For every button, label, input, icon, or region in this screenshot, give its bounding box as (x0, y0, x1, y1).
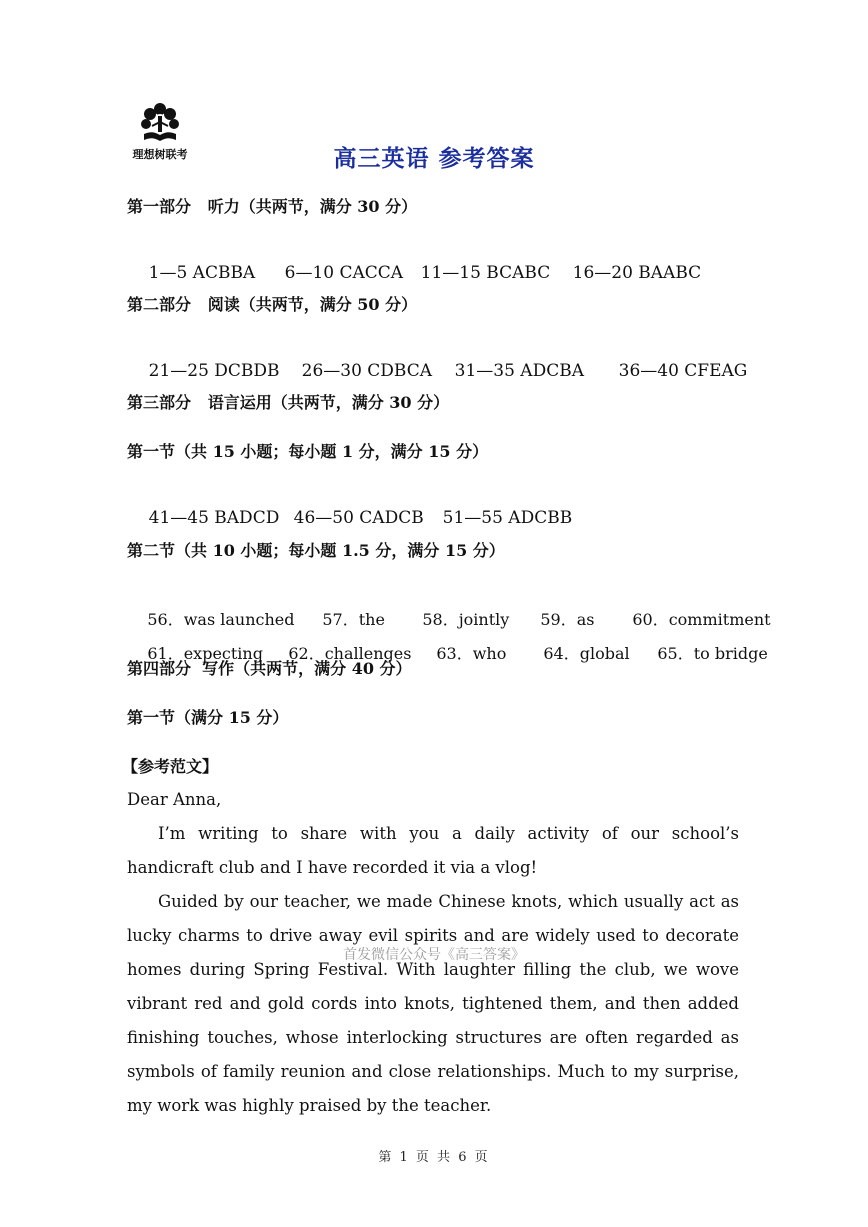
letter-paragraph-2: Guided by our teacher, we made Chinese knots, which usually act as lucky charms to drive away evil spirits and are widely used to decorate homes during Spring Festival. With laughter filling the club, we wove vibrant red and gold cords into knots, tightened them, and then added finishing touches, whose interlocking structures are often regarded as symbols of family reunion and close relationships. Much to my surprise, my work was highly praised by the teacher. (127, 892, 739, 1115)
fill-answer: 61．expecting (147, 644, 263, 663)
answer-group: 11—15 BCABC (420, 263, 551, 283)
logo-text: 理想树联考 (132, 148, 188, 161)
page-title: 高三英语 参考答案 (333, 145, 535, 172)
fill-answer: 58．jointly (422, 610, 510, 629)
part2-heading: 第二部分 阅读（共两节，满分 50 分） (127, 295, 418, 314)
page-number: 第 1 页 共 6 页 (378, 1150, 490, 1165)
answer-group: 41—45 BADCD (148, 508, 280, 528)
part3-section1-heading: 第一节（共 15 小题；每小题 1 分，满分 15 分） (127, 442, 489, 461)
answer-group: 1—5 ACBBA (148, 263, 256, 283)
fill-answer: 57．the (322, 610, 385, 629)
sample-essay-label: 【参考范文】 (122, 757, 219, 776)
part4-heading: 第四部分 写作（共两节，满分 40 分） (127, 659, 412, 678)
fill-answer: 59．as (540, 610, 595, 629)
part1-heading: 第一部分 听力（共两节，满分 30 分） (127, 197, 418, 216)
answer-group: 6—10 CACCA (284, 263, 404, 283)
answer-group: 26—30 CDBCA (301, 361, 433, 381)
answer-group: 51—55 ADCBB (442, 508, 573, 528)
letter-paragraph-1: I’m writing to share with you a daily activity of our school’s handicraft club and I have recorded it via a vlog! (127, 824, 739, 877)
tree-book-icon (138, 100, 182, 144)
part3-heading: 第三部分 语言运用（共两节，满分 30 分） (127, 393, 450, 412)
watermark: 首发微信公众号《高三答案》 (343, 947, 525, 963)
fill-answer: 62．challenges (288, 644, 412, 663)
answer-group: 16—20 BAABC (572, 263, 702, 283)
fill-answer: 56．was launched (147, 610, 295, 629)
fill-answer: 63．who (436, 644, 507, 663)
part3-section2-heading: 第二节（共 10 小题；每小题 1.5 分，满分 15 分） (127, 541, 505, 560)
answer-group: 46—50 CADCB (293, 508, 424, 528)
answer-group: 31—35 ADCBA (454, 361, 584, 381)
fill-answer: 64．global (543, 644, 630, 663)
letter-greeting: Dear Anna, (127, 790, 222, 809)
fill-answer: 60．commitment (632, 610, 771, 629)
answer-group: 21—25 DCBDB (148, 361, 280, 381)
answer-group: 36—40 CFEAG (618, 361, 748, 381)
fill-answer: 65．to bridge (657, 644, 768, 663)
part4-section1-heading: 第一节（满分 15 分） (127, 708, 289, 727)
